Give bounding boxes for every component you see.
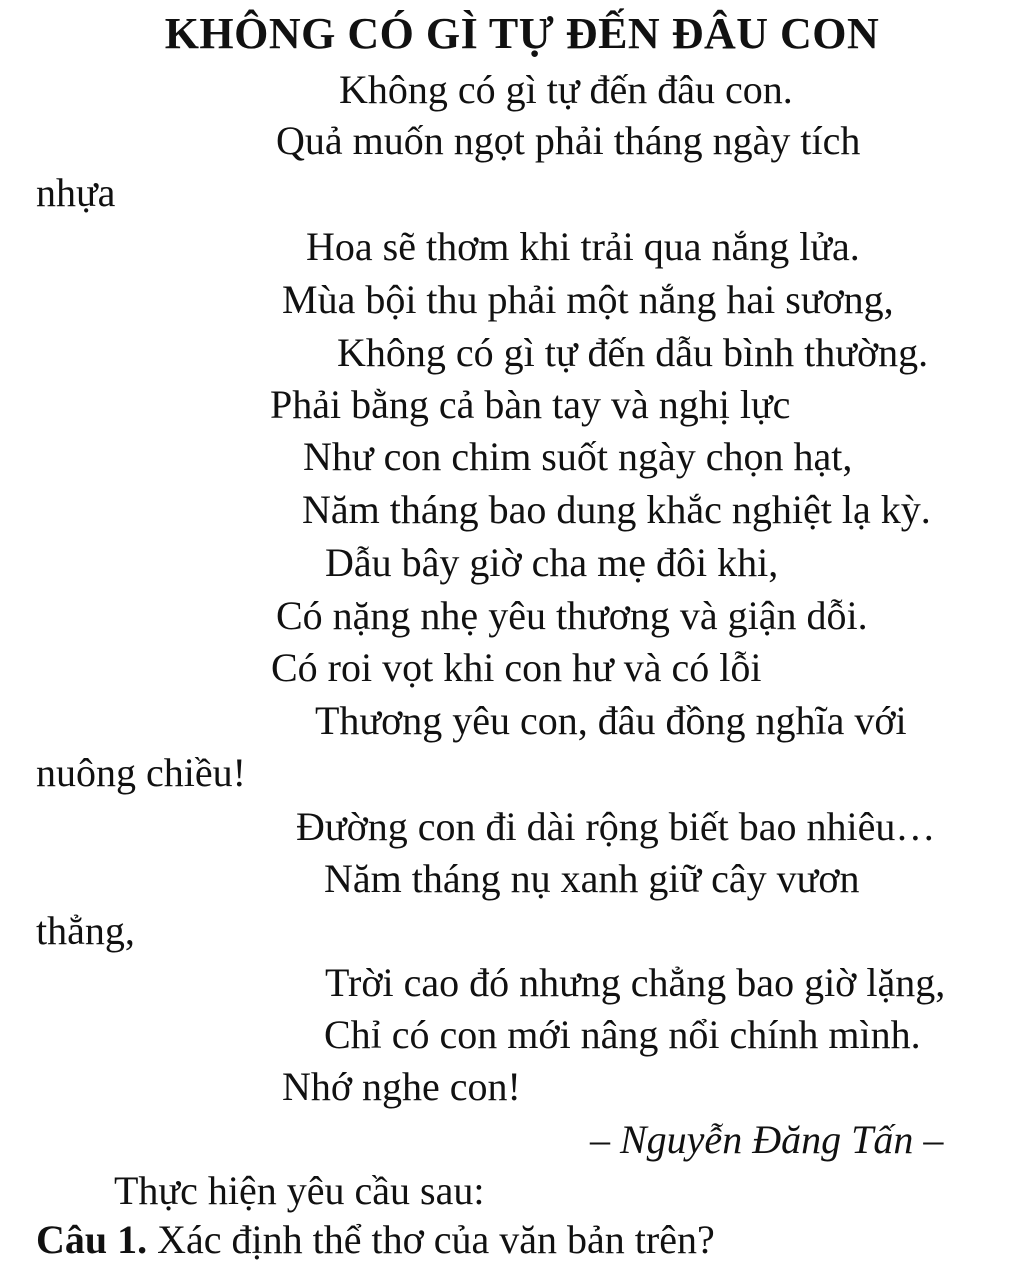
poem-line-16: Chỉ có con mới nâng nổi chính mình. (324, 1012, 921, 1057)
task-instruction: Thực hiện yêu cầu sau: (114, 1168, 485, 1213)
poem-line-4: Mùa bội thu phải một nắng hai sương, (282, 277, 894, 322)
poem-line-6: Phải bằng cả bàn tay và nghị lực (270, 382, 791, 427)
poem-line-12: Thương yêu con, đâu đồng nghĩa với (315, 698, 907, 743)
poem-line-11: Có roi vọt khi con hư và có lỗi (271, 645, 762, 690)
poem-line-14-wrap: thẳng, (36, 908, 135, 953)
question-text: Xác định thể thơ của văn bản trên? (157, 1217, 715, 1262)
poem-line-2-wrap: nhựa (36, 170, 116, 215)
poem-line-15: Trời cao đó nhưng chẳng bao giờ lặng, (325, 960, 946, 1005)
poem-line-9: Dẫu bây giờ cha mẹ đôi khi, (325, 540, 779, 585)
poem-title: KHÔNG CÓ GÌ TỰ ĐẾN ĐÂU CON (164, 9, 880, 58)
poem-line-8: Năm tháng bao dung khắc nghiệt lạ kỳ. (302, 487, 931, 532)
poem-author: – Nguyễn Đăng Tấn – (590, 1117, 944, 1162)
poem-line-2: Quả muốn ngọt phải tháng ngày tích (276, 118, 861, 163)
poem-line-10: Có nặng nhẹ yêu thương và giận dỗi. (276, 593, 868, 638)
poem-line-1: Không có gì tự đến đâu con. (339, 67, 793, 112)
poem-line-13: Đường con đi dài rộng biết bao nhiêu… (296, 804, 936, 849)
poem-line-5: Không có gì tự đến dẫu bình thường. (337, 330, 929, 375)
poem-line-12-wrap: nuông chiều! (36, 750, 246, 795)
poem-line-7: Như con chim suốt ngày chọn hạt, (303, 434, 853, 479)
question-number: Câu 1. (36, 1217, 148, 1262)
poem-line-14: Năm tháng nụ xanh giữ cây vươn (324, 856, 860, 901)
poem-line-17: Nhớ nghe con! (282, 1064, 521, 1109)
question-1 (36, 1216, 715, 1264)
poem-line-3: Hoa sẽ thơm khi trải qua nắng lửa. (306, 224, 860, 269)
